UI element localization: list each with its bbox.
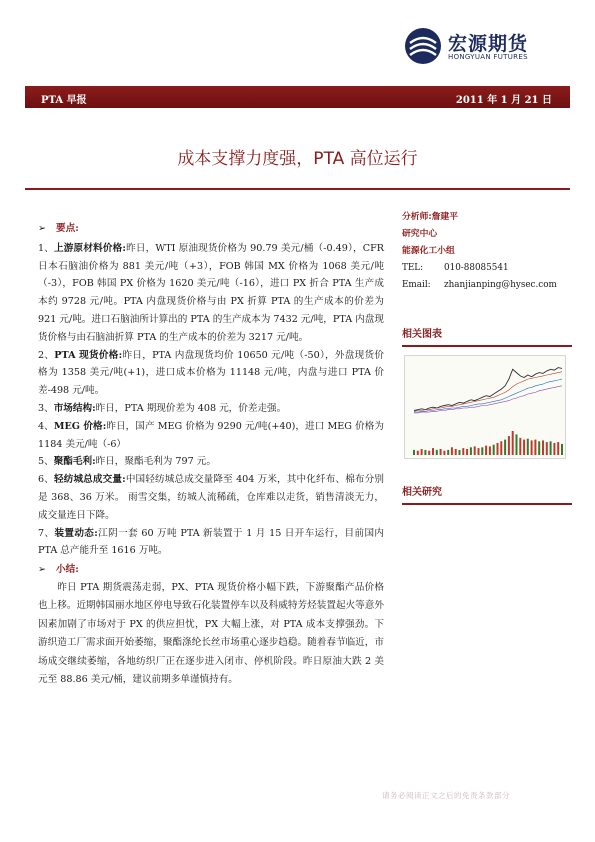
chart-volume-bar — [523, 440, 525, 455]
chart-volume-bar — [497, 443, 499, 455]
chart-volume-bar — [485, 446, 487, 455]
chart-volume-bar — [421, 449, 423, 455]
chart-volume-bar — [512, 431, 514, 455]
chart-volume-bar — [413, 450, 415, 455]
summary-text: 昨日 PTA 期货震荡走弱，PX、PTA 现货价格小幅下跌，下游聚酯产品价格也上移。近期韩国丽水地区停电导致石化装置停车以及科威特芳烃装置起火等意外因素加剧了市场对于 PX 的供应担忧，PX 大幅上涨，对 PTA 成本支撑强劲。下游织造工厂需求面开始萎缩，聚酯涤纶长丝市场重心逐步趋稳。随着春节临近，市场成交继续萎缩，各地纺织厂正在逐步进入闭市、停机阶段。昨日原油大跌 2 美元至 88.86 美元/桶，建议前期多单谨慎持有。 — [38, 581, 384, 686]
chart-volume-bar — [455, 449, 457, 455]
chart-volume-bar — [443, 451, 445, 455]
arrow-bullet-icon: ➢ — [38, 223, 47, 234]
analyst-group: 能源化工小组 — [402, 246, 455, 256]
arrow-bullet-icon: ➢ — [38, 564, 47, 576]
chart-volume-bar — [462, 448, 464, 455]
summary-heading: ➢ 小结: — [38, 564, 79, 576]
brand-name-cn: 宏源期货 — [448, 33, 529, 55]
chart-volume-bar — [534, 440, 536, 455]
chart-volume-bar — [527, 439, 529, 455]
report-type: PTA 早报 — [41, 95, 87, 106]
chart-volume-bar — [440, 449, 442, 455]
point-item: 5、聚酯毛利:昨日，聚酯毛利为 797 元。 — [38, 456, 216, 468]
chart-volume-bar — [428, 451, 430, 455]
report-title: 成本支撑力度强，PTA 高位运行 — [177, 149, 418, 169]
chart-volume-bar — [459, 450, 461, 455]
chart-volume-bar — [557, 442, 559, 455]
chart-volume-bar — [489, 446, 491, 455]
price-trend-chart — [404, 355, 566, 459]
chart-volume-bar — [550, 441, 552, 455]
chart-volume-bar — [493, 445, 495, 455]
analyst-info — [402, 209, 572, 294]
chart-volume-bar — [516, 434, 518, 455]
chart-volume-bar — [538, 441, 540, 455]
main-content — [38, 220, 384, 690]
chart-volume-bar — [519, 438, 521, 455]
report-date: 2011 年 1 月 21 日 — [455, 95, 552, 106]
chart-volume-bar — [474, 446, 476, 455]
chart-volume-bar — [451, 447, 453, 455]
point-item: 3、市场结构:昨日，PTA 期现价差为 408 元，价差走强。 — [38, 402, 287, 414]
chart-volume-bar — [432, 448, 434, 455]
chart-volume-bar — [466, 449, 468, 455]
related-research-heading: 相关研究 — [402, 485, 572, 505]
disclaimer-note: 请务必阅读正文之后的免责条款部分 — [382, 791, 510, 800]
chart-volume-bar — [561, 444, 563, 455]
chart-volume-bar — [470, 447, 472, 455]
point-item: 6、轻纺城总成交量:中国轻纺城总成交量降至 404 万米，其中化纤布、棉布分别是 368、36 万米。 雨雪交集，纺城人流稀疏，仓库难以走货，销售清淡无力，成交量连日下降。 — [38, 474, 384, 521]
analyst-name: 分析师:詹建平 — [402, 212, 459, 222]
hongyuan-logo-icon — [404, 27, 442, 65]
chart-volume-bar — [481, 447, 483, 455]
report-header-bar — [25, 86, 570, 108]
analyst-dept: 研究中心 — [402, 229, 438, 239]
chart-volume-bar — [504, 440, 506, 455]
chart-volume-bar — [546, 442, 548, 455]
chart-volume-bar — [447, 450, 449, 455]
chart-volume-bar — [417, 451, 419, 455]
chart-volume-bar — [478, 448, 480, 455]
point-item: 7、装置动态:江阴一套 60 万吨 PTA 新装置于 1 月 15 日开车运行，目前国内 PTA 总产能升至 1616 万吨。 — [38, 527, 384, 557]
chart-volume-bar — [500, 441, 502, 455]
analyst-email[interactable]: Email: zhanjianping@hysec.com — [402, 280, 557, 290]
analyst-tel: TEL: 010-88085541 — [402, 263, 509, 273]
point-item: 4、MEG 价格:昨日，国产 MEG 价格为 9290 元/吨(+40)，进口 MEG 价格为 1184 美元/吨（-6） — [38, 420, 384, 450]
company-logo — [404, 27, 564, 69]
chart-volume-bar — [424, 450, 426, 455]
chart-volume-bar — [553, 443, 555, 455]
brand-name-en: HONGYUAN FUTURES — [448, 53, 528, 61]
chart-volume-bar — [508, 436, 510, 455]
chart-volume-bar — [436, 450, 438, 455]
key-points-heading: ➢ 要点: — [38, 223, 79, 234]
point-item: 1、上游原材料价格:昨日，WTI 原油现货价格为 90.79 美元/桶（-0.49），CFR 日本石脑油价格为 881 美元/吨（+3），FOB 韩国 MX 价格为 1068 美元/吨（-3），FOB 韩国 PX 价格为 1620 美元/吨（-16），进口 PX 折合 PTA 生产成本约 9728 元/吨。PTA 内盘现货价格与由 PX 折算 PTA 的生产成本的价差为 921 元/吨。进口石脑油所计算出的 PTA 的生产成本为 7432 元/吨，PTA 内盘现货价格与由石脑油折算 PTA 的生产成本的价差为 3217 元/吨。 — [38, 242, 384, 343]
chart-volume-bar — [531, 440, 533, 455]
related-chart-heading: 相关图表 — [402, 327, 572, 347]
chart-frame — [405, 356, 566, 459]
point-item: 2、PTA 现货价格:昨日，PTA 内盘现货均价 10650 元/吨（-50），外盘现货价格为 1358 美元/吨(+1)，进口成本价格为 11148 元/吨，内盘与进口 PTA 价差-498 元/吨。 — [38, 349, 385, 397]
title-divider — [25, 188, 570, 190]
chart-volume-bar — [542, 440, 544, 455]
